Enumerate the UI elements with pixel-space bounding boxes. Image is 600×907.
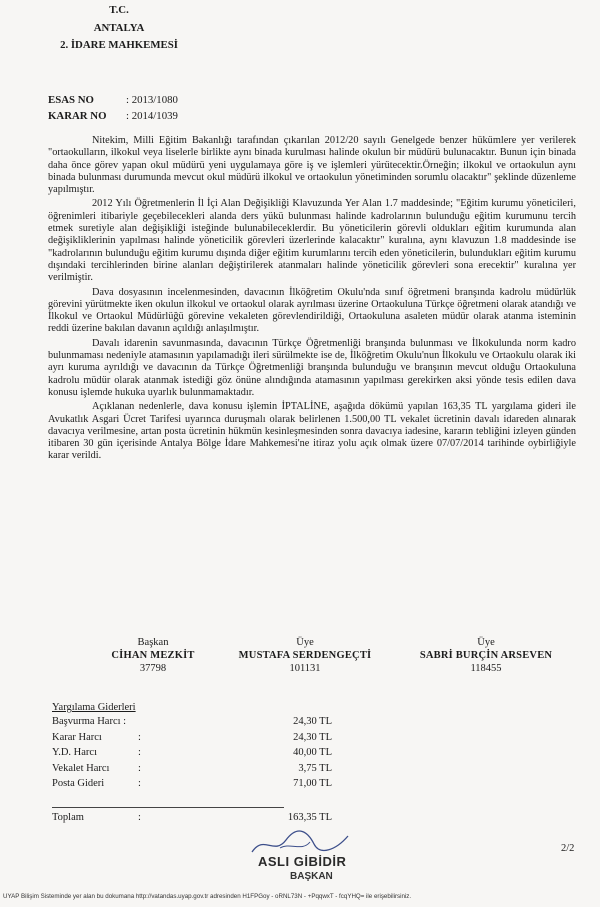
- stamp-title: BAŞKAN: [290, 871, 333, 882]
- cost-colon: :: [138, 762, 141, 774]
- karar-label: KARAR NO: [48, 110, 107, 122]
- cost-colon: :: [138, 778, 141, 790]
- signature-role: Üye: [477, 637, 495, 648]
- signature-name: CİHAN MEZKİT: [111, 650, 195, 661]
- paragraph-savunma: Davalı idarenin savunmasında, davacının Türkçe Öğretmenliği branşında bulunması ve İlkokulunda norm kadro bulunmaması nedeniyle atamasının yapılamadığı ileri sürülmekte ise de, İlköğretim Okulu'nun İlkokulu ve Ortaokulu olarak iki ayrı kuruma ayrıldığı ve davacının da Türkçe Öğretmenliği branşında bulunduğu ve branşının mevcut olduğu Ortaokuluna kadrolu müdür olarak atanmak istediği göz önüne alındığında atamasının yapılması gerekirken aksi yönde tesis edilen dava konusu işlemde hukuka uyarlık bulunmamaktadır.: [48, 337, 576, 398]
- page-number: 2/2: [561, 843, 575, 854]
- cost-colon: :: [138, 731, 141, 743]
- stamp-name: ASLI GİBİDİR: [258, 854, 347, 869]
- header-court: 2. İDARE MAHKEMESİ: [60, 39, 178, 51]
- cost-label: Posta Gideri: [52, 778, 105, 790]
- signature-uye-1: [220, 636, 390, 675]
- total-divider: [52, 807, 284, 808]
- cost-colon: :: [138, 747, 141, 759]
- signature-number: 37798: [139, 663, 167, 674]
- paragraph-dosya: Dava dosyasının incelenmesinden, davacının İlköğretim Okulu'nda sınıf öğretmeni branşında kadrolu müdürlük görevini yürütmekte iken okulun ilkokul ve ortaokul olarak ayrılması üzerine Ortaokuluna Türkçe öğretmeni olarak atandığı ve İlkokul ve Ortaokul Müdürlüğü görevine vekaleten görevlendirildiği, Ortaokuluna asaleten müdür olarak atanma isteminin reddi üzerine bakılan davanın açıldığı anlaşılmıştır.: [48, 286, 576, 335]
- cost-label: Başvurma Harcı :: [52, 716, 127, 727]
- signature-baskan: [78, 636, 228, 675]
- cost-row: [52, 716, 332, 732]
- signature-name: SABRİ BURÇİN ARSEVEN: [419, 650, 553, 661]
- signature-role: Üye: [296, 637, 314, 648]
- case-numbers: [48, 92, 178, 124]
- footer-uyap-note: UYAP Bilişim Sisteminde yer alan bu dokumana http://vatandas.uyap.gov.tr adresinden H1FPGoy - oRNL73N - +PqqwxT - fcqYHQ= ile erişebilirsiniz.: [3, 893, 412, 900]
- cost-label: Vekalet Harcı: [52, 762, 110, 774]
- header-tc: T.C.: [109, 4, 129, 16]
- signature-number: 101131: [289, 663, 321, 674]
- costs-title: Yargılama Giderleri: [52, 702, 136, 713]
- cost-row: [52, 732, 332, 748]
- paragraph-hukum: Açıklanan nedenlerle, dava konusu işlemin İPTALİNE, aşağıda dökümü yapılan 163,35 TL yargılama gideri ile Avukatlık Asgari Ücret Tarifesi uyarınca duruşmalı olarak belirlenen 1.500,00 TL vekalet ücretinin davalı idareden alınarak davacıya verilmesine, artan posta ücretinin hükmün kesinleşmesinden sonra davacıya iadesine, kararın tebliğini izleyen günden itibaren 30 gün içerisinde Antalya Bölge İdare Mahkemesi'ne itiraz yolu açık olmak üzere 07/07/2014 tarihinde oybirliğiyle karar verildi.: [48, 401, 576, 462]
- cost-value: 24,30 TL: [293, 731, 332, 743]
- total-label: Toplam: [52, 812, 84, 823]
- signature-role: Başkan: [137, 637, 169, 648]
- costs-table: [52, 702, 332, 794]
- decision-body: [48, 135, 576, 465]
- esas-label: ESAS NO: [48, 94, 94, 106]
- esas-value: : 2013/1080: [126, 94, 178, 106]
- cost-row: [52, 778, 332, 794]
- signature-name: MUSTAFA SERDENGEÇTİ: [238, 650, 372, 661]
- cost-label: Y.D. Harcı: [52, 747, 98, 759]
- paragraph-klavuz: 2012 Yılı Öğretmenlerin İl İçi Alan Değişikliği Klavuzunda Yer Alan 1.7 maddesinde; "Eğitim kurumu yöneticileri, öğrenimleri itibariyle geçebilecekleri alanda ders yükü bulunması halinde kadrolarının bulunduğu eğitim kurumunu tercih etmek suretiyle alan değişikliği isteğinde bulunabileceklerdir. Bu yöneticilerin görevli oldukları eğitim kurumunda alan değişikliklerinin yapılması halinde yöneticilik görevleri üzerlerinde kalacaktır" kuralına, aynı klavuzun 1.8 maddesinde ise "kadrolarının bulunduğu eğitim kurumu dışında diğer eğitim kurumlarını tercih eden yöneticilerin, bulundukları eğitim kurumu dışındaki tercihlerinden birine alanları değiştirilerek atanmaları halinde yöneticilik görevleri sona erecektir" kuralına yer verilmiştir.: [48, 198, 576, 284]
- cost-label: Karar Harcı: [52, 731, 102, 743]
- total-value: 163,35 TL: [287, 812, 332, 823]
- cost-value: 71,00 TL: [293, 778, 332, 790]
- signature-number: 118455: [470, 663, 502, 674]
- cost-row: [52, 763, 332, 779]
- cost-value: 24,30 TL: [293, 716, 332, 727]
- cost-value: 3,75 TL: [298, 762, 332, 774]
- total-colon: :: [138, 812, 141, 823]
- cost-row: [52, 747, 332, 763]
- paragraph-genelge: Nitekim, Milli Eğitim Bakanlığı tarafından çıkarılan 2012/20 sayılı Genelgede benzer hükümlere yer verilerek "ortaokulların, ilkokul veya liselerle birlikte aynı binada kurulması halinde okulun bir müdürü bulunacaktır. Bunun için binada daha önce görev yapan okul müdürü yeni uygulamaya göre iş ve işlemleri yürütecektir.Örneğin; ilkokul ve ortaokulun aynı binada bulunması durumunda mevcut okul müdürü ilkokul ve ortaokulun yönetiminden sorumlu olacaktır" şeklinde düzenleme yapılmıştır.: [48, 135, 576, 196]
- cost-value: 40,00 TL: [293, 747, 332, 759]
- karar-value: : 2014/1039: [126, 110, 178, 122]
- header-city: ANTALYA: [93, 22, 145, 34]
- signature-uye-2: [396, 636, 576, 675]
